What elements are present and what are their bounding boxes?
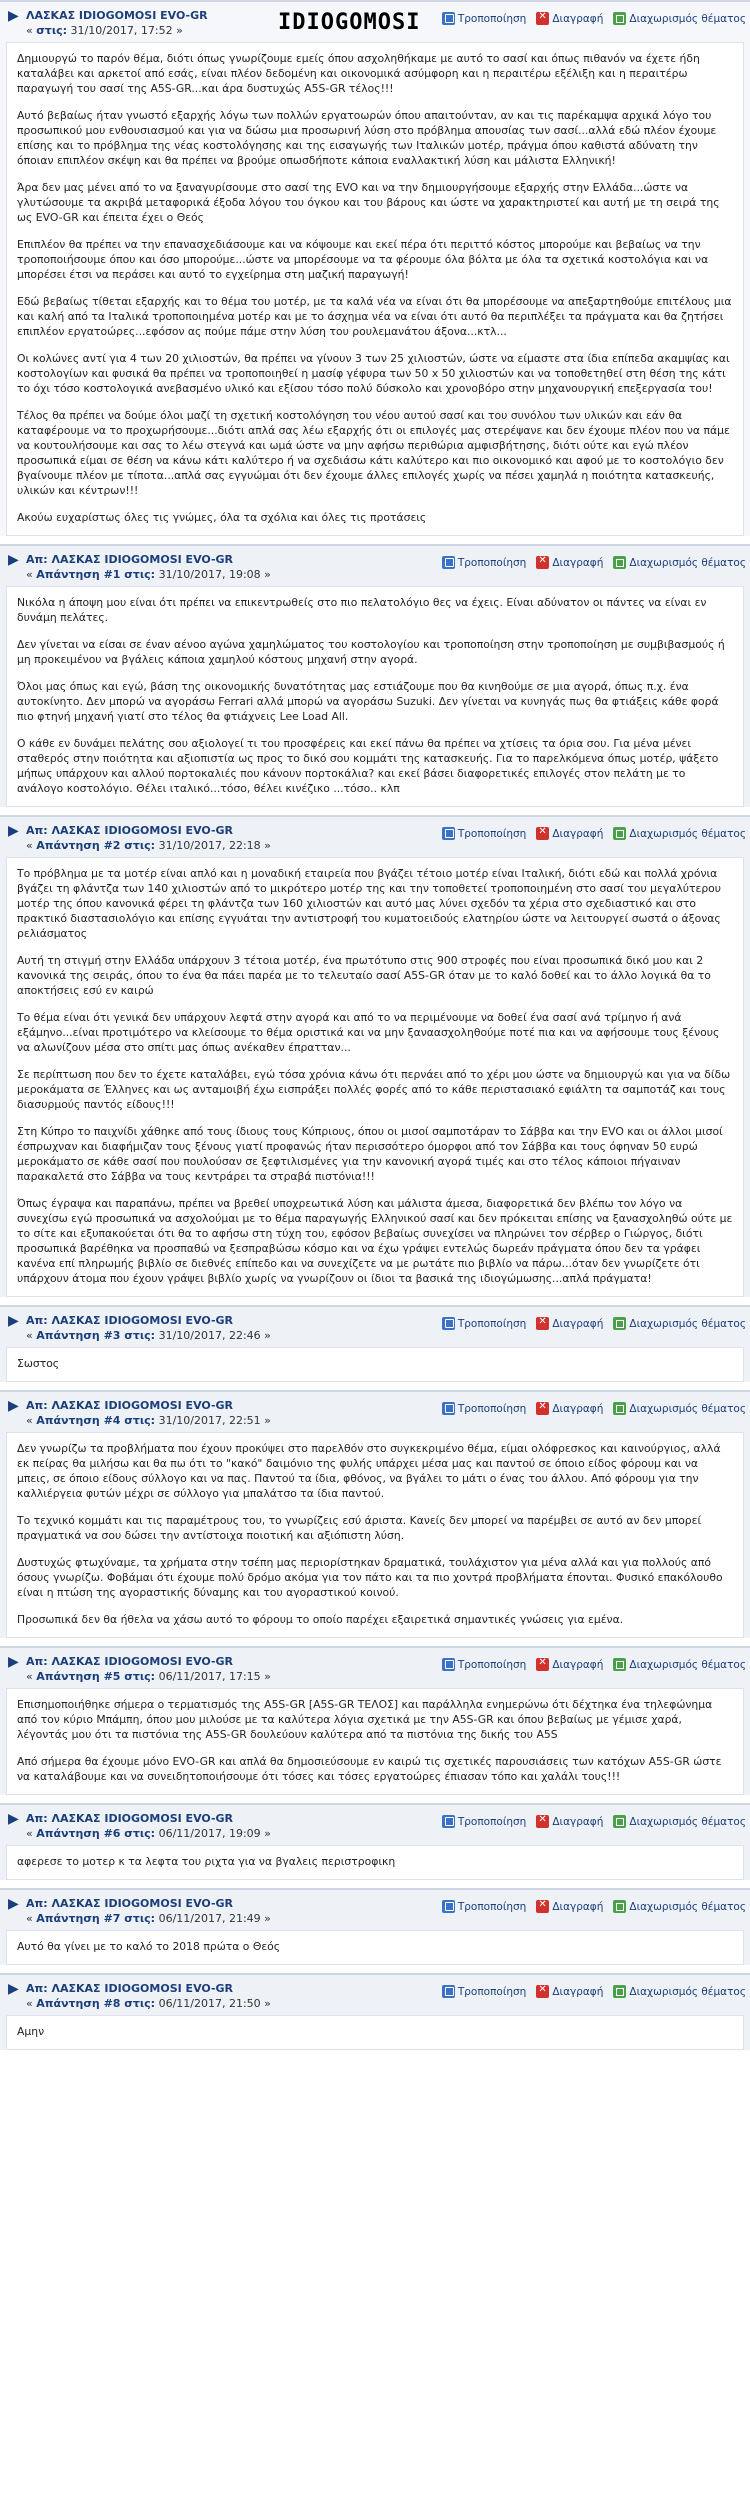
post-paragraph: Δημιουργώ το παρόν θέμα, διότι όπως γνωρίζουμε εμείς όπου ασχοληθήκαμε με αυτό το σασί και όπως πιθανόν να έχετε ήδη καταλάβει και αρκετοί από εσάς, είναι πλέον δεδομένη και οικονομικά ασύμφορη και η περαιτέρω εξέλιξη και η περαιτέρω παραγωγή του σασί της A5S-GR...και άρα δυστυχώς A5S-GR τέλος!!!: [17, 52, 700, 95]
post-meta: [26, 1654, 271, 1684]
edit-icon: [442, 1317, 455, 1330]
post-toggle-icon[interactable]: ▶: [8, 1896, 19, 1912]
forum-post: [0, 1646, 750, 1795]
post-actions: [442, 1985, 746, 1998]
post-body: [6, 2015, 744, 2050]
edit-icon: [442, 1815, 455, 1828]
post-body: [6, 586, 744, 807]
post-toggle-icon[interactable]: ▶: [8, 8, 19, 24]
post-actions: [442, 827, 746, 840]
delete-label: Διαγραφή: [552, 12, 604, 25]
post-info-label: Απάντηση #3 στις:: [36, 1329, 156, 1342]
forum-post: [0, 1390, 750, 1638]
post-toggle-icon[interactable]: ▶: [8, 1654, 19, 1670]
post-date: 31/10/2017, 17:52: [70, 24, 173, 37]
split-topic-button[interactable]: [613, 1815, 746, 1828]
split-topic-button[interactable]: [613, 1985, 746, 1998]
edit-button[interactable]: [442, 1900, 527, 1913]
delete-icon: [536, 556, 549, 569]
post-subject[interactable]: Απ: ΛΑΣΚΑΣ IDIOGOMOSI EVO-GR: [26, 824, 234, 837]
post-info-label: Απάντηση #4 στις:: [36, 1414, 156, 1427]
split-label: Διαχωρισμός θέματος: [629, 827, 746, 840]
delete-label: Διαγραφή: [552, 1815, 604, 1828]
forum-post: [0, 1973, 750, 2050]
post-info-label: Απάντηση #1 στις:: [36, 568, 156, 581]
post-actions: [442, 556, 746, 569]
split-icon: [613, 1658, 626, 1671]
post-paragraph: Δυστυχώς φτωχύναμε, τα χρήματα στην τσέπη μας περιορίστηκαν δραματικά, τουλάχιστον για μένα αλλά και για πολλούς από όσους γνωρίζω. Φοβάμαι ότι έχουμε πολύ δρόμο ακόμα για τον πάτο και τα πιο χοντρά προβλήματα έπονται. Φυσικό επακόλουθο είναι η πτώση της αγοραστικής δύναμης και του αγοραστικού κοινού.: [17, 1556, 723, 1599]
delete-label: Διαγραφή: [552, 1317, 604, 1330]
edit-label: Τροποποίηση: [457, 1402, 527, 1415]
edit-label: Τροποποίηση: [457, 556, 527, 569]
delete-icon: [536, 1900, 549, 1913]
delete-label: Διαγραφή: [552, 1900, 604, 1913]
post-header: [0, 546, 750, 586]
post-header: [0, 1890, 750, 1930]
post-info-label: Απάντηση #2 στις:: [36, 839, 156, 852]
split-label: Διαχωρισμός θέματος: [629, 1985, 746, 1998]
edit-icon: [442, 1402, 455, 1415]
post-date: 06/11/2017, 21:49: [158, 1912, 261, 1925]
edit-button[interactable]: [442, 1317, 527, 1330]
split-icon: [613, 556, 626, 569]
post-date: 31/10/2017, 22:46: [158, 1329, 261, 1342]
post-paragraph: Ακούω ευχαρίστως όλες τις γνώμες, όλα τα σχόλια και όλες τις προτάσεις: [17, 511, 427, 524]
edit-icon: [442, 827, 455, 840]
post-toggle-icon[interactable]: ▶: [8, 1811, 19, 1827]
edit-label: Τροποποίηση: [457, 1985, 527, 1998]
forum-post: [0, 1305, 750, 1382]
post-info: « Απάντηση #5 στις: 06/11/2017, 17:15 »: [26, 1670, 271, 1683]
post-paragraph: Όπως έγραψα και παραπάνω, πρέπει να βρεθεί υποχρεωτικά λύση και μάλιστα άμεσα, διαφορετικά δεν βλέπω τον λόγο να συνεχίσω εγώ προσωπικά να ασχολούμαι με το θέμα παραγωγής Ελληνικού σασί και δεν πρόκειται επίσης να ξανασχοληθώ ούτε με το σίτε και εξυπακούεται ότι θα το αφήσω στη τύχη του, εφόσον βεβαίως συνεχίσει να πληρώνει τον σέρβερ ο Γιώργος, διότι προσωπικά βαρέθηκα να προσπαθώ να ξεσπραβώσω κόσμο και να έχω γράψει εντελώς δωρεάν πράγματα όπου δεν τα γράφει κανένα επί πληρωμής βιβλίο σε διεθνές επίπεδο και να συνεχίζετε να με ρωτάτε πιο βιβλίο να πάρω...όταν δεν γνωρίζετε ότι υπάρχουν άτομα που έχουν γράψει βιβλίο χωρίς να γνωρίζουν οι ίδιοι τα βασικά της ιδιογώμωσης...απλά πράγματα!: [17, 1197, 733, 1285]
edit-button[interactable]: [442, 1402, 527, 1415]
post-subject[interactable]: Απ: ΛΑΣΚΑΣ IDIOGOMOSI EVO-GR: [26, 1655, 234, 1668]
post-body: [6, 857, 744, 1297]
post-paragraph: Αυτή τη στιγμή στην Ελλάδα υπάρχουν 3 τέτοια μοτέρ, ένα πρωτότυπο στις 900 στροφές που είναι προσωπικά δικό μου και 2 κανονικά της σειράς, όπου το ένα θα πάει παρέα με το τελευταίο σασί A5S-GR όταν με το καλό δοθεί και το άλλο λογικά θα το αποκτήσεις εσύ εν καιρώ: [17, 954, 711, 997]
split-label: Διαχωρισμός θέματος: [629, 1658, 746, 1671]
post-paragraph: Όλοι μας όπως και εγώ, βάση της οικονομικής δυνατότητας μας εστιάζουμε που θα κινηθούμε σε μια αγορά, όπως π.χ. ένα αυτοκίνητο. Δεν μπορώ να αγοράσω Ferrari αλλά μπορώ να αγοράσω Suzuki. Δεν γίνεται να κυνηγάς πως θα φτιάξεις κάθε φορά πιο φτηνή μηχανή γιατί στο τέλος θα φτιάχνεις Lee Load All.: [17, 680, 719, 723]
post-date: 31/10/2017, 22:18: [158, 839, 261, 852]
post-paragraph: Αυτό θα γίνει με το καλό το 2018 πρώτα ο Θεός: [17, 1940, 281, 1953]
post-body: [6, 1688, 744, 1795]
edit-label: Τροποποίηση: [457, 827, 527, 840]
post-info: « Απάντηση #4 στις: 31/10/2017, 22:51 »: [26, 1414, 271, 1427]
post-info: « Απάντηση #1 στις: 31/10/2017, 19:08 »: [26, 568, 271, 581]
post-info: « Απάντηση #8 στις: 06/11/2017, 21:50 »: [26, 1997, 271, 2010]
post-paragraph: Στη Κύπρο το παιχνίδι χάθηκε από τους ίδιους τους Κύπριους, όπου οι μισοί σαμποτάραν το Σάββα και την EVO και οι άλλοι μισοί έσπρωχναν και διαφήμιζαν τους ξένους γιατί προφανώς ήταν περισσότερο όμορφοι από τον Σάββα και τους όφηναν 50 ευρώ μεροκάματο σε κάθε σασί που πουλούσαν σε ξεφτιλισμένες για την κανονική αγορά τιμές και στο τέλος κάποιοι πήγαιναν παρακαλετά στο Σάββα να τους κεντράρει τα στραβά πιστόνια!!!: [17, 1125, 723, 1183]
post-meta: [26, 8, 208, 38]
forum-post: [0, 1803, 750, 1880]
delete-button[interactable]: [536, 1900, 603, 1913]
post-subject[interactable]: Απ: ΛΑΣΚΑΣ IDIOGOMOSI EVO-GR: [26, 1982, 234, 1995]
split-topic-button[interactable]: [613, 1658, 746, 1671]
delete-icon: [536, 1317, 549, 1330]
delete-icon: [536, 827, 549, 840]
split-label: Διαχωρισμός θέματος: [629, 12, 746, 25]
post-subject[interactable]: Απ: ΛΑΣΚΑΣ IDIOGOMOSI EVO-GR: [26, 1314, 234, 1327]
post-paragraph: Αυτό βεβαίως ήταν γνωστό εξαρχής λόγω των πολλών εργατοωρών όπου απαιτούνταν, αν και τις παρέκαμψα αρχικά λόγο του προσωπικού μου ενθουσιασμού και για να δώσω μια προσωρινή λύση στο πρόβλημα απουσίας των σασί...αλλά εδώ πλέον έχουμε επίσης και το πρόβλημα της νέας κοστολόγησης και της εισαγωγής των Ιταλικών μοτέρ, πράγμα όπου καθιστά αδύνατη την όποιαν επιπλέον σκέψη και θα πρέπει να βρούμε οπωσδήποτε κάποια εναλλακτική λύση και μάλιστα Ελληνική!: [17, 109, 717, 167]
edit-label: Τροποποίηση: [457, 1900, 527, 1913]
post-header: [0, 1975, 750, 2015]
post-date: 06/11/2017, 19:09: [158, 1827, 261, 1840]
post-info-label: Απάντηση #6 στις:: [36, 1827, 156, 1840]
delete-button[interactable]: [536, 12, 603, 25]
post-actions: [442, 1900, 746, 1913]
post-paragraph: Σε περίπτωση που δεν το έχετε καταλάβει, εγώ τόσα χρόνια κάνω ότι περνάει από το χέρι μου ώστε να δημιουργώ και για να δίδω μεροκάματα σε Έλληνες και ως ανταμοιβή έχω εισπράξει πολλές φορές από το κάθε περιστασιακό εφιάλτη τα σαμποτάζ και τους διασυρμούς παντός είδους!!!: [17, 1068, 731, 1111]
split-topic-button[interactable]: [613, 556, 746, 569]
split-icon: [613, 12, 626, 25]
delete-button[interactable]: [536, 1658, 603, 1671]
post-paragraph: Αμην: [17, 2025, 45, 2038]
page-title: IDIOGOMOSI: [278, 10, 421, 35]
edit-icon: [442, 12, 455, 25]
split-topic-button[interactable]: [613, 1402, 746, 1415]
post-paragraph: Επισημοποιήθηκε σήμερα ο τερματισμός της A5S-GR [A5S-GR ΤΕΛΟΣ] και παράλληλα ενημερώνω ότι δέχτηκα ένα τηλεφώνημα από τον κύριο Μπάμπη, όπου μου μιλούσε με τα καλύτερα λόγια σχετικά με την A5S-GR και όπου βεβαίως με γέμισε χαρά, λέγοντάς μου ότι τα πιστόνια της A5S-GR δουλεύουν καλύτερα από τα πιστόνια της δικής του A5S: [17, 1698, 713, 1741]
edit-label: Τροποποίηση: [457, 1317, 527, 1330]
edit-button[interactable]: [442, 1985, 527, 1998]
delete-button[interactable]: [536, 1985, 603, 1998]
post-info-label: Απάντηση #8 στις:: [36, 1997, 156, 2010]
post-header: [0, 1307, 750, 1347]
edit-button[interactable]: [442, 1815, 527, 1828]
delete-button[interactable]: [536, 556, 603, 569]
forum-post: [0, 815, 750, 1297]
post-body: [6, 42, 744, 536]
edit-button[interactable]: [442, 1658, 527, 1671]
post-info: « στις: 31/10/2017, 17:52 »: [26, 24, 183, 37]
post-date: 31/10/2017, 19:08: [158, 568, 261, 581]
post-paragraph: Τέλος θα πρέπει να δούμε όλοι μαζί τη σχετική κοστολόγηση του νέου αυτού σασί και του συνόλου των υλικών και εάν θα καταφέρουμε να το προχωρήσουμε...διότι απλά σας λέω εξαρχής ότι οι επιλογές μας στερέψανε και δεν έχουμε πλέον που να πάμε να κουτουλήσουμε και σας το λέω στεγνά και ωμά ώστε να μην αφήσω περιθώρια αμφισβήτησης, διότι ούτε και εγώ πλέον προσωπικά είμαι σε θέση να κάνω κάτι καλύτερο ή να σχεδιάσω κάτι καλύτερο και πιο οικονομικό και αφού με το κοστολόγιο δεν βγαίνουμε πλέον με τίποτα...απλά σας εγγυώμαι ότι δεν έχουμε άλλες επιλογές χωρίς να πέσει χαμηλά η ποιότητα κατασκευής, υλικών και κέντρων!!!: [17, 409, 730, 497]
post-actions: [442, 12, 746, 25]
delete-button[interactable]: [536, 1402, 603, 1415]
post-paragraph: Το πρόβλημα με τα μοτέρ είναι απλό και η μοναδική εταιρεία που βγάζει τέτοιο μοτέρ είναι Ιταλική, διότι εδώ και πολλά χρόνια βγάζει τη φλάντζα των 140 χιλιοστών από το μικρότερο μοτέρ της και την τοποθετεί τροποποιημένη στο σασί του μεγαλύτερου μοτέρ της όπου κανονικά φέρει τη φλάντζα των 160 χιλιοστών και αυτό μας λύνει σχεδόν τα χέρια στο σχεδιαστικό και στο πρακτικό διαστασιολόγιο και επίσης εγγυάται την αντιστροφή του κυματοειδούς ελατηρίου ώστε να λειτουργεί σωστά ο άξονας ρελιάσματος: [17, 867, 722, 940]
post-info-label: Απάντηση #7 στις:: [36, 1912, 156, 1925]
edit-icon: [442, 1900, 455, 1913]
delete-label: Διαγραφή: [552, 1402, 604, 1415]
post-subject[interactable]: Απ: ΛΑΣΚΑΣ IDIOGOMOSI EVO-GR: [26, 1812, 234, 1825]
forum-post: [0, 544, 750, 807]
post-body: [6, 1845, 744, 1880]
post-paragraph: αφερεσε το μοτερ κ τα λεφτα του ριχτα για να βγαλεις περιστροφικη: [17, 1855, 396, 1868]
post-meta: [26, 1811, 271, 1841]
post-paragraph: Το τεχνικό κομμάτι και τις παραμέτρους του, το γνωρίζεις εσύ άριστα. Κανείς δεν μπορεί να παρέμβει σε αυτό αν δεν μπορεί πραγματικά να σου δώσει την αντίστοιχα ποιοτική και αξιόπιστη λύση.: [17, 1514, 702, 1542]
post-date: 31/10/2017, 22:51: [158, 1414, 261, 1427]
delete-button[interactable]: [536, 827, 603, 840]
delete-label: Διαγραφή: [552, 827, 604, 840]
delete-icon: [536, 1815, 549, 1828]
post-header: [0, 1805, 750, 1845]
post-toggle-icon[interactable]: ▶: [8, 1398, 19, 1414]
delete-icon: [536, 12, 549, 25]
split-icon: [613, 1402, 626, 1415]
delete-label: Διαγραφή: [552, 1658, 604, 1671]
edit-button[interactable]: [442, 827, 527, 840]
post-subject[interactable]: Απ: ΛΑΣΚΑΣ IDIOGOMOSI EVO-GR: [26, 1399, 234, 1412]
split-icon: [613, 827, 626, 840]
split-label: Διαχωρισμός θέματος: [629, 556, 746, 569]
split-icon: [613, 1317, 626, 1330]
split-label: Διαχωρισμός θέματος: [629, 1317, 746, 1330]
forum-post: [0, 0, 750, 536]
post-header: [0, 2, 750, 42]
forum-post: [0, 1888, 750, 1965]
delete-icon: [536, 1658, 549, 1671]
post-meta: [26, 552, 271, 582]
split-icon: [613, 1985, 626, 1998]
post-info-label: Απάντηση #5 στις:: [36, 1670, 156, 1683]
delete-label: Διαγραφή: [552, 1985, 604, 1998]
post-paragraph: Εδώ βεβαίως τίθεται εξαρχής και το θέμα του μοτέρ, με τα καλά νέα να είναι ότι θα μπορέσουμε να απεξαρτηθούμε επιτέλους μια και καλή από τα Ιταλικά τροποποιημένα μοτέρ και με το άσχημα νέα να είναι ότι αυτό θα περιπλέξει τα πράγματα και θα ζητήσει επιπλέον εργατοώρες...εφόσον ας πούμε πάμε στην λύση του ρουλεμανάτου άξονα...κτλ...: [17, 295, 732, 338]
post-actions: [442, 1815, 746, 1828]
delete-icon: [536, 1402, 549, 1415]
delete-button[interactable]: [536, 1815, 603, 1828]
post-body: [6, 1930, 744, 1965]
post-paragraph: Το θέμα είναι ότι γενικά δεν υπάρχουν λεφτά στην αγορά και από το να περιμένουμε να δοθεί ένα σασί ανά τρίμηνο ή ανά εξάμηνο...είναι προτιμότερο να κλείσουμε το θέμα οριστικά και να μην ξαναασχοληθούμε ποτέ πια και να αφήσουμε τους ξένους να αλωνίζουν μέσα στο σπίτι μας όπως ανέκαθεν έπρατταν...: [17, 1011, 720, 1054]
post-paragraph: Από σήμερα θα έχουμε μόνο EVO-GR και απλά θα δημοσιεύσουμε εν καιρώ τις σχετικές παρουσιάσεις των κατόχων A5S-GR ώστε να καταλάβουμε και να συνειδητοποιήσουμε ότι τόσες και τόσες εργατοώρες έπιασαν τόπο και χαλάλι τους!!!: [17, 1755, 722, 1783]
post-paragraph: Νικόλα η άποψη μου είναι ότι πρέπει να επικεντρωθείς στο πιο πελατολόγιο θες να έχεις. Είναι αδύνατον οι πάντες να είναι εν δυνάμη πελάτες.: [17, 596, 707, 624]
delete-button[interactable]: [536, 1317, 603, 1330]
post-info: « Απάντηση #7 στις: 06/11/2017, 21:49 »: [26, 1912, 271, 1925]
post-actions: [442, 1658, 746, 1671]
post-date: 06/11/2017, 21:50: [158, 1997, 261, 2010]
post-subject[interactable]: Απ: ΛΑΣΚΑΣ IDIOGOMOSI EVO-GR: [26, 553, 234, 566]
split-label: Διαχωρισμός θέματος: [629, 1402, 746, 1415]
edit-icon: [442, 1658, 455, 1671]
post-subject[interactable]: ΛΑΣΚΑΣ IDIOGOMOSI EVO-GR: [26, 9, 208, 22]
post-header: [0, 1392, 750, 1432]
split-topic-button[interactable]: [613, 12, 746, 25]
post-meta: [26, 1313, 271, 1343]
split-topic-button[interactable]: [613, 1900, 746, 1913]
edit-icon: [442, 556, 455, 569]
split-icon: [613, 1815, 626, 1828]
edit-label: Τροποποίηση: [457, 1658, 527, 1671]
post-meta: [26, 823, 271, 853]
post-actions: [442, 1317, 746, 1330]
split-label: Διαχωρισμός θέματος: [629, 1900, 746, 1913]
post-meta: [26, 1981, 271, 2011]
post-toggle-icon[interactable]: ▶: [8, 552, 19, 568]
post-paragraph: Δεν γίνεται να είσαι σε έναν αένοο αγώνα χαμηλώματος του κοστολογίου και τροποποίηση στην τροποποίηση με συμβιβασμούς ή μη προκειμένου να βγάλεις κάποια χαμηλού κόστους μηχανή στην αγορά.: [17, 638, 725, 666]
post-actions: [442, 1402, 746, 1415]
post-paragraph: Άρα δεν μας μένει από το να ξαναγυρίσουμε στο σασί της EVO και να την δημιουργήσουμε εξαρχής στην Ελλάδα...ώστε να γλυτώσουμε τα ακριβά μεταφορικά έξοδα λόγου του όγκου και του βάρους και ώστε να χαρακτηριστεί και αυτή με τη σειρά της ως EVO-GR και έπειτα έχει ο Θεός: [17, 181, 720, 224]
edit-button[interactable]: [442, 12, 527, 25]
post-paragraph: Προσωπικά δεν θα ήθελα να χάσω αυτό το φόρουμ το οποίο παρέχει εξαιρετικά σημαντικές γνώσεις για εμένα.: [17, 1613, 624, 1626]
split-topic-button[interactable]: [613, 1317, 746, 1330]
edit-icon: [442, 1985, 455, 1998]
post-header: [0, 1648, 750, 1688]
post-header: [0, 817, 750, 857]
edit-label: Τροποποίηση: [457, 12, 527, 25]
post-meta: [26, 1896, 271, 1926]
split-label: Διαχωρισμός θέματος: [629, 1815, 746, 1828]
post-info: « Απάντηση #3 στις: 31/10/2017, 22:46 »: [26, 1329, 271, 1342]
split-icon: [613, 1900, 626, 1913]
post-paragraph: Ο κάθε εν δυνάμει πελάτης σου αξιολογεί τι του προσφέρεις και εκεί πάνω θα πρέπει να χτίσεις τα όρια σου. Για μένα μένει σταθερός στην ποιότητα και αξιοπιστία ως προς το δικό σου κομμάτι της κατασκευής. Για το παρελκόμενα όπως μοτέρ, ψάξετο μήπως υπάρχουν και αλλού πορτοκαλιές που κάνουν πορτοκάλια? και εκεί βάσει διαφορετικές επιλογές στον πελάτη με το ανάλογο κοστολόγιο. Θέλει ιταλικό...τόσο, θέλει κινέζικο ...τόσο.. κλπ: [17, 737, 719, 795]
post-toggle-icon[interactable]: ▶: [8, 1981, 19, 1997]
post-info-label: στις:: [36, 24, 68, 37]
post-paragraph: Επιπλέον θα πρέπει να την επανασχεδιάσουμε και να κόψουμε και εκεί πέρα ότι περιττό κόστος μπορούμε και βεβαίως να την τροποποιήσουμε όπου και όσο μπορούμε...ώστε να μπορέσουμε να τα φέρουμε όλα βόλτα με όλα τα σχετικά κοστολόγια και να μπορέσει έτσι να περάσει και αυτό το εγχείρημα στη μαζική παραγωγή!: [17, 238, 709, 281]
post-subject[interactable]: Απ: ΛΑΣΚΑΣ IDIOGOMOSI EVO-GR: [26, 1897, 234, 1910]
post-info: « Απάντηση #6 στις: 06/11/2017, 19:09 »: [26, 1827, 271, 1840]
post-meta: [26, 1398, 271, 1428]
post-toggle-icon[interactable]: ▶: [8, 823, 19, 839]
post-date: 06/11/2017, 17:15: [158, 1670, 261, 1683]
edit-label: Τροποποίηση: [457, 1815, 527, 1828]
post-info: « Απάντηση #2 στις: 31/10/2017, 22:18 »: [26, 839, 271, 852]
post-paragraph: Δεν γνωρίζω τα προβλήματα που έχουν προκύψει στο παρελθόν στο συγκεκριμένο θέμα, είμαι ολόφρεσκος και καινούργιος, αλλά εκ πείρας θα μιλήσω και θα πω ότι το "κακό" δαιμόνιο της φυλής υπάρχει μέσα μας και παντού σε όποιο είδος φόρουμ και να μπεις, σε όποιο είδους σύλλογο και να πας. Παντού τα ίδια, φθόνος, να βγάλει το μάτι ο ένας του άλλου. Από φόρουμ για την καλλιέργεια φυτών μέχρι σε σύλλογο για μπαλάτσο τα ίδια παντού.: [17, 1442, 721, 1500]
post-body: [6, 1347, 744, 1382]
edit-button[interactable]: [442, 556, 527, 569]
delete-label: Διαγραφή: [552, 556, 604, 569]
split-topic-button[interactable]: [613, 827, 746, 840]
post-paragraph: Σωστος: [17, 1357, 60, 1370]
delete-icon: [536, 1985, 549, 1998]
post-paragraph: Οι κολώνες αντί για 4 των 20 χιλιοστών, θα πρέπει να γίνουν 3 των 25 χιλιοστών, ώστε να είμαστε στα ίδια επίπεδα ακαμψίας και κοστολογίων και φυσικά θα πρέπει να τροποποιηθεί η μασίφ γέφυρα των 50 x 50 χιλιοστών και να τοποθετηθεί στη θέση της κάτι το όχι τόσο κοστολογικά ανεβασμένο υλικό και εξίσου τόσο πολύ δύσκολο και χρονοβόρο στην μηχανουργική επεξεργασία του!: [17, 352, 730, 395]
post-body: [6, 1432, 744, 1638]
post-toggle-icon[interactable]: ▶: [8, 1313, 19, 1329]
